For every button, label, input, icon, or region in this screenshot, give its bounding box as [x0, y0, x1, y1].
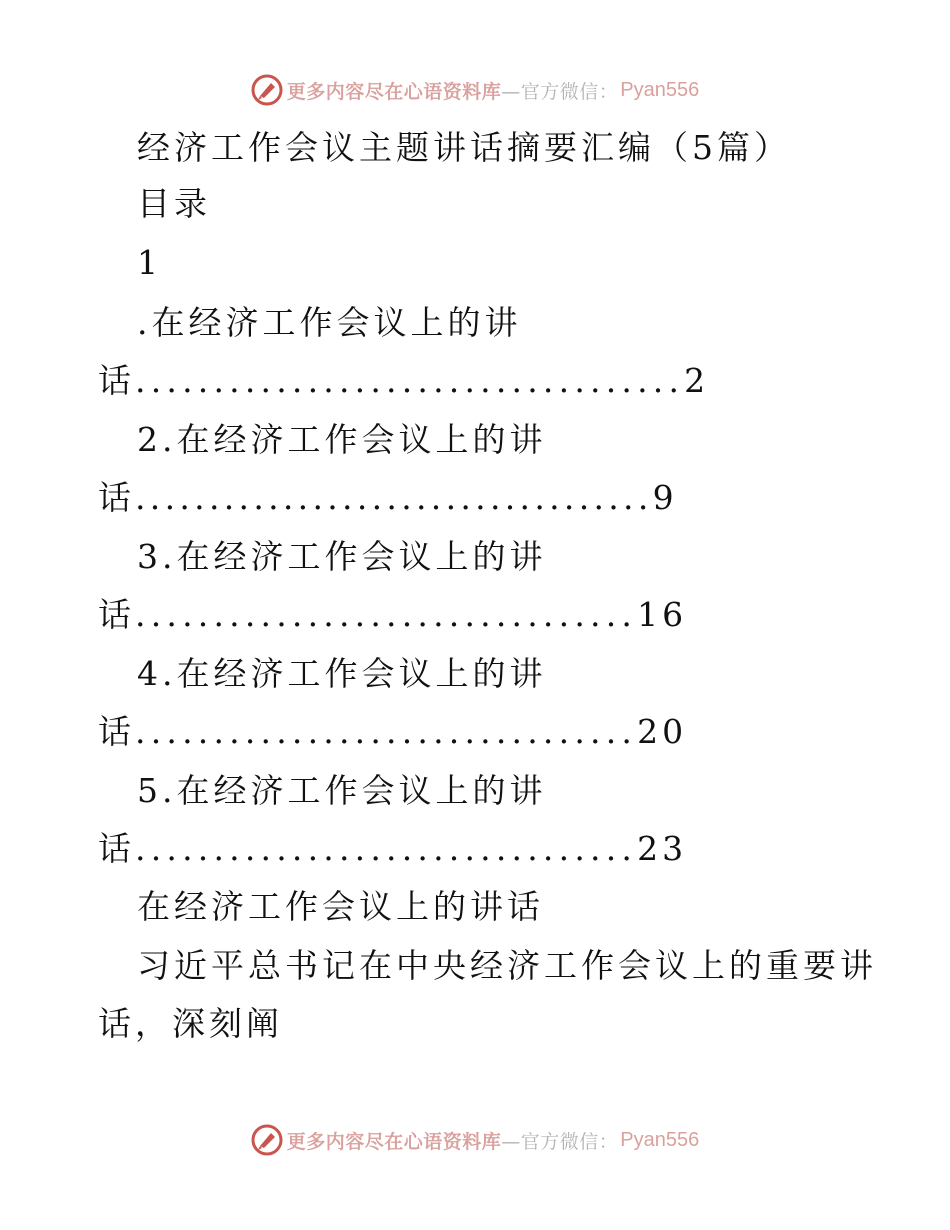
- toc-entry-4-label: 4.在经济工作会议上的讲: [137, 654, 547, 693]
- toc-entry-1-dots: ...................................: [135, 361, 685, 400]
- toc-entry-2-label: 2.在经济工作会议上的讲: [137, 420, 547, 459]
- body-text-line-1: 习近平总书记在中央经济工作会议上的重要讲: [137, 946, 877, 985]
- toc-entry-2-page: 9: [652, 478, 678, 517]
- pen-logo-icon: [251, 74, 283, 106]
- toc-entry-4-tail: 话: [98, 712, 135, 751]
- toc-entry-2-tail: 话: [98, 478, 135, 517]
- toc-entry-5-leader: [98, 829, 687, 869]
- toc-entry-3-page: 16: [637, 595, 688, 634]
- toc-entry-3-leader: [98, 595, 687, 635]
- toc-entry-4-page: 20: [637, 712, 688, 751]
- toc-entry-5-label: 5.在经济工作会议上的讲: [137, 771, 547, 810]
- watermark-wechat-id: Pyan556: [620, 1128, 700, 1151]
- toc-heading: 目录: [137, 184, 211, 223]
- watermark-separator: —官方微信：: [501, 80, 619, 103]
- footer-watermark: [0, 1120, 950, 1160]
- toc-entry-4-dots: ................................: [135, 712, 638, 751]
- toc-entry-1-label: .在经济工作会议上的讲: [137, 303, 522, 342]
- toc-entry-1-leader: [98, 361, 709, 401]
- toc-entry-3-dots: ................................: [135, 595, 638, 634]
- pen-logo-icon: [251, 1124, 283, 1156]
- toc-first-number: 1: [137, 243, 162, 282]
- watermark-text: 更多内容尽在心语资料库: [286, 80, 502, 103]
- watermark-text: 更多内容尽在心语资料库: [286, 1130, 502, 1153]
- toc-entry-5-tail: 话: [98, 829, 135, 868]
- section-title: 在经济工作会议上的讲话: [137, 887, 544, 926]
- toc-entry-1-tail: 话: [98, 361, 135, 400]
- watermark-separator: —官方微信：: [501, 1130, 619, 1153]
- toc-entry-5-page: 23: [637, 829, 688, 868]
- body-text-line-2: 话，深刻阐: [98, 1004, 283, 1043]
- toc-entry-1-page: 2: [684, 361, 710, 400]
- document-title: 经济工作会议主题讲话摘要汇编（5篇）: [137, 128, 791, 167]
- toc-entry-3-label: 3.在经济工作会议上的讲: [137, 537, 547, 576]
- watermark-wechat-id: Pyan556: [620, 78, 700, 101]
- toc-entry-2-leader: [98, 478, 678, 518]
- toc-entry-5-dots: ................................: [135, 829, 638, 868]
- header-watermark: [0, 70, 950, 110]
- toc-entry-3-tail: 话: [98, 595, 135, 634]
- toc-entry-2-dots: ...................................: [135, 478, 653, 517]
- toc-entry-4-leader: [98, 712, 687, 752]
